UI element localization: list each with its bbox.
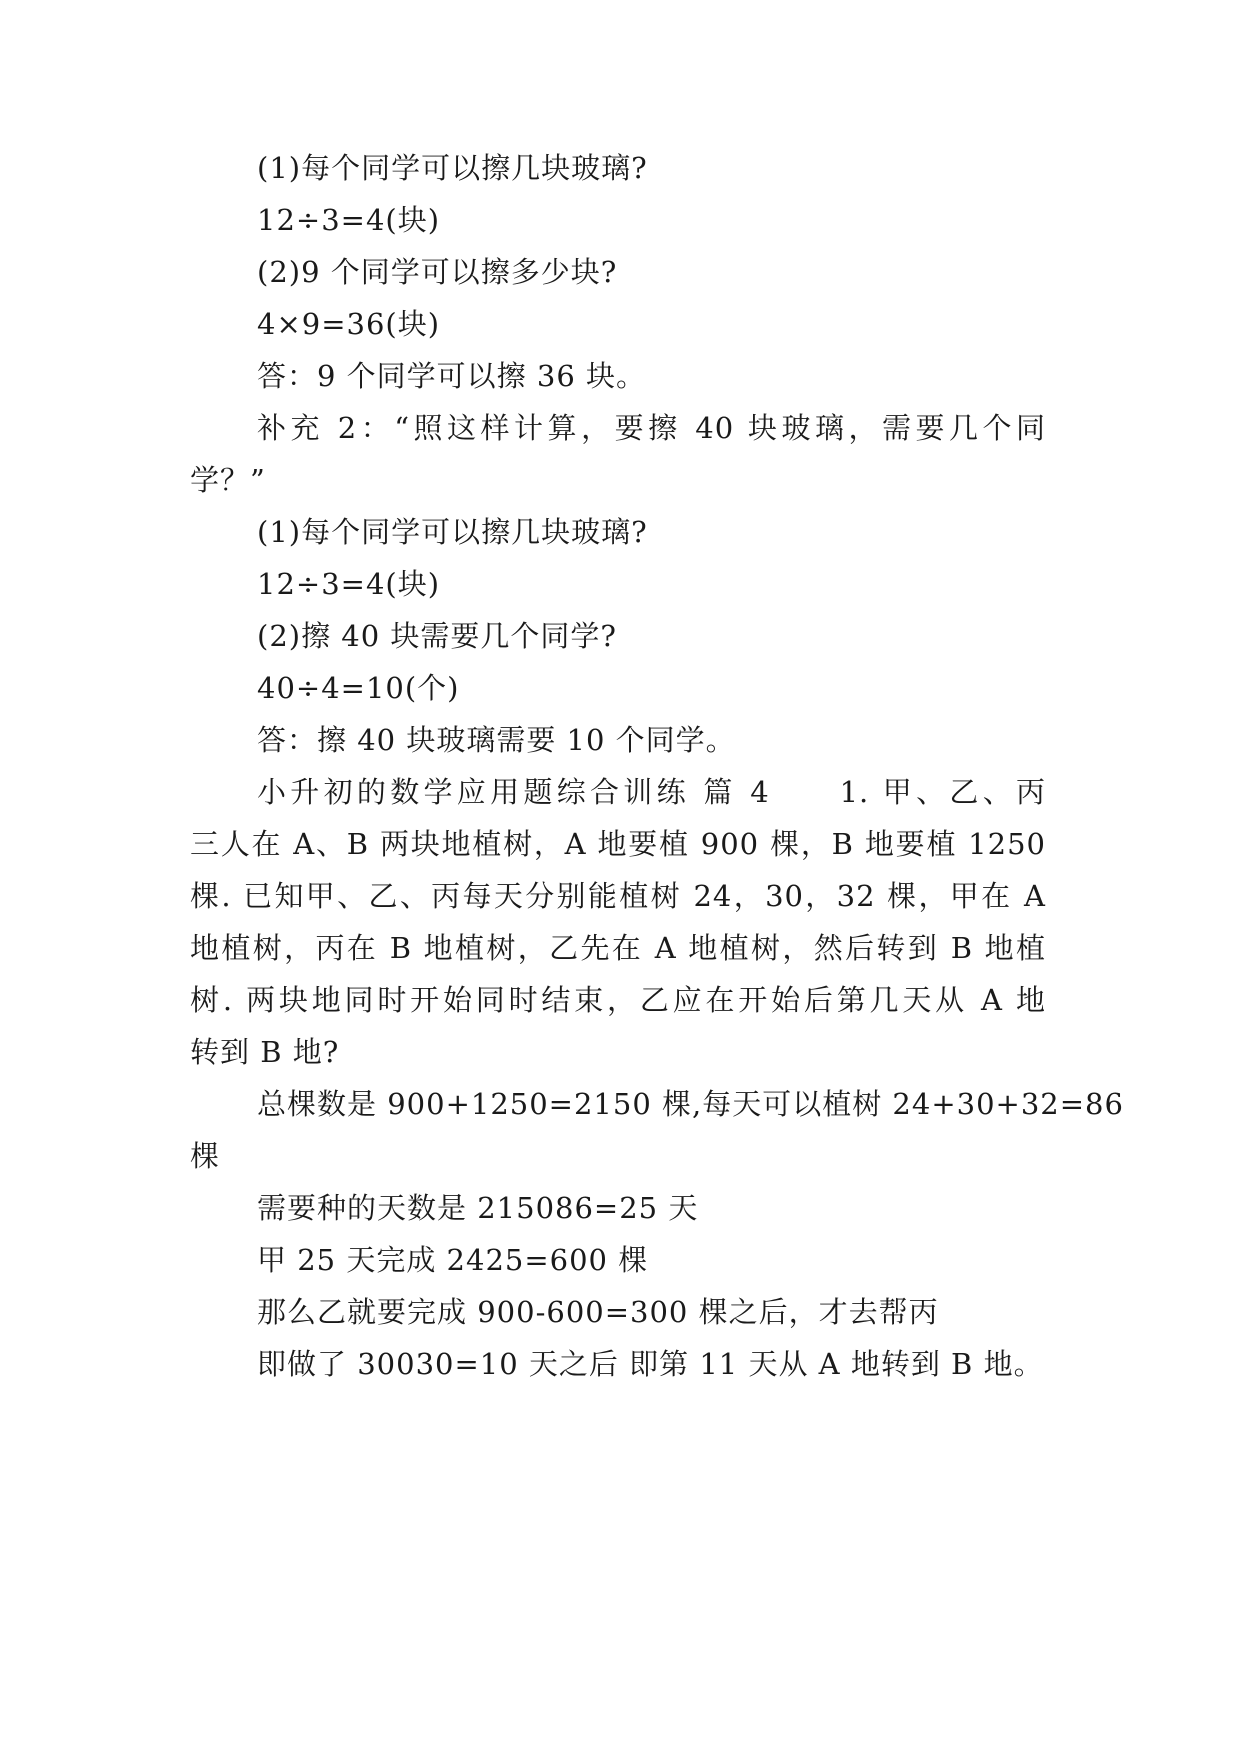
text-line: 三人在 A、B 两块地植树，A 地要植 900 棵，B 地要植 1250	[190, 827, 1046, 861]
text-line: 转到 B 地?	[190, 1035, 340, 1069]
text-line: 答：9 个同学可以擦 36 块。	[257, 359, 647, 393]
text-line: 即做了 30030=10 天之后 即第 11 天从 A 地转到 B 地。	[257, 1347, 1044, 1381]
text-line: (1)每个同学可以擦几块玻璃?	[257, 515, 648, 549]
text-line: 地植树，丙在 B 地植树，乙先在 A 地植树，然后转到 B 地植	[190, 931, 1046, 965]
text-line: 总棵数是 900+1250=2150 棵,每天可以植树 24+30+32=86	[257, 1087, 1124, 1121]
text-line: (2)擦 40 块需要几个同学?	[257, 619, 617, 653]
text-line: 4×9=36(块)	[257, 307, 441, 341]
text-line: 棵. 已知甲、乙、丙每天分别能植树 24，30，32 棵，甲在 A	[190, 879, 1046, 913]
text-line: 那么乙就要完成 900-600=300 棵之后，才去帮丙	[257, 1295, 939, 1329]
text-line: 小升初的数学应用题综合训练 篇 4 1. 甲、乙、丙	[257, 775, 1046, 809]
text-line: 甲 25 天完成 2425=600 棵	[257, 1243, 649, 1277]
text-line: 需要种的天数是 215086=25 天	[257, 1191, 699, 1225]
text-line: 40÷4=10(个)	[257, 671, 460, 705]
text-line: (2)9 个同学可以擦多少块?	[257, 255, 618, 289]
text-line: 补充 2：“照这样计算，要擦 40 块玻璃，需要几个同	[257, 411, 1046, 445]
text-line: 棵	[190, 1139, 221, 1173]
text-line: 12÷3=4(块)	[257, 567, 441, 601]
text-line: 答：擦 40 块玻璃需要 10 个同学。	[257, 723, 736, 757]
text-line: 学？”	[190, 463, 266, 497]
text-line: (1)每个同学可以擦几块玻璃?	[257, 151, 648, 185]
text-line: 树. 两块地同时开始同时结束，乙应在开始后第几天从 A 地	[190, 983, 1046, 1017]
text-line: 12÷3=4(块)	[257, 203, 441, 237]
